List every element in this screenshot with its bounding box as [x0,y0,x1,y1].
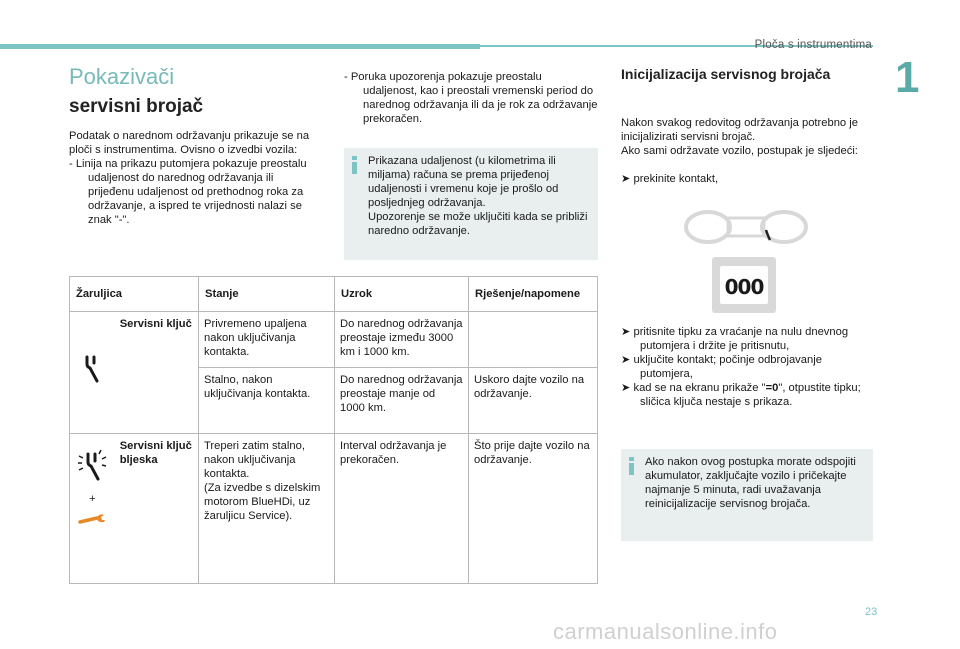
left-text [69,129,321,227]
row-solution [469,312,598,368]
step-text: prekinite kontakt, [630,173,719,185]
arrow-icon: ➤ [621,326,631,338]
row-state: Stalno, nakon uključivanja kontakta. [199,368,335,434]
warning-light-table [69,276,598,584]
step-text: uključite kontakt; počinje odbrojavanje putomjera, [630,354,822,380]
left-bullet: - Linija na prikazu putomjera pokazuje preostalu udaljenost do narednog održavanja ili prijeđenu udaljenost od prethodnog roka za održavanje, a ispred te vrijednosti nalazi se znak "-". [69,158,307,226]
col-header-solution: Rješenje/napomene [469,277,598,312]
col-header-lamp: Žaruljica [70,277,199,312]
info-box-distance [344,148,598,260]
right-step-1 [621,172,871,186]
info-box-battery [621,449,873,541]
info-icon [627,457,635,474]
left-intro: Podatak o narednom održavanju prikazuje se na ploči s instrumentima. Ovisno o izvedbi vozila: [69,130,310,156]
header-accent-bar [0,44,480,49]
row-name: Servisni ključ [115,312,199,434]
page-subtitle: servisni brojač [69,96,204,117]
right-steps [621,325,873,409]
middle-text [344,70,598,126]
orange-wrench-icon [77,512,107,526]
info-icon [350,156,358,173]
chapter-number: 1 [895,53,920,102]
row-solution: Uskoro dajte vozilo na održavanje. [469,368,598,434]
wrench-lamp-cell [70,312,115,434]
step-bold: =0 [765,382,779,394]
section-heading: Inicijalizacija servisnog brojača [621,66,831,82]
right-step-2 [621,325,873,353]
right-intro: Nakon svakog redovitog održavanja potrebno je inicijalizirati servisni brojač. Ako sami održavate vozilo, postupak je sljedeći: [621,117,858,157]
right-step-3 [621,353,873,381]
flashing-wrench-lamp-cell [70,434,115,584]
row-cause: Interval održavanja je prekoračen. [335,434,469,584]
page-title: Pokazivači [69,64,175,89]
middle-bullet: - Poruka upozorenja pokazuje preostalu udaljenost, kao i preostali vremenski period do narednog održavanja ili da je rok za održavanje prekoračen. [344,71,598,125]
page-number: 23 [865,606,878,618]
info-text: Ako nakon ovog postupka morate odspojiti akumulator, zaključajte vozilo i pričekajte najmanje 5 minuta, radi uvažavanja reinicijalizacije servisnog brojača. [645,456,856,510]
row-cause: Do narednog održavanja preostaje manje od 1000 km. [335,368,469,434]
flashing-wrench-icon [75,446,109,484]
arrow-icon: ➤ [621,354,631,366]
step-text: kad se na ekranu prikaže " [630,382,766,394]
wrench-icon [79,354,105,384]
row-solution: Što prije dajte vozilo na održavanje. [469,434,598,584]
right-step-4 [621,381,873,409]
table-row [70,312,598,368]
table-row [70,434,598,584]
table-header-row [70,277,598,312]
step-text: pritisnite tipku za vraćanje na nulu dnevnog putomjera i držite je pritisnutu, [630,326,849,352]
col-header-cause: Uzrok [335,277,469,312]
row-state: Privremeno upaljena nakon uključivanja kontakta. [199,312,335,368]
arrow-icon: ➤ [621,173,631,185]
row-name: Servisni ključ bljeska [115,434,199,584]
row-state: Treperi zatim stalno, nakon uključivanja kontakta. (Za izvedbe s dizelskim motorom BlueHDi, uz žaruljicu Service). [199,434,335,584]
instrument-cluster-icon [684,210,808,244]
step-text: ", otpustite tipku; sličica ključa nestaje s prikaza. [640,382,861,408]
col-header-state: Stanje [199,277,335,312]
plus-sign: + [89,493,96,505]
arrow-icon: ➤ [621,382,631,394]
info-text: Prikazana udaljenost (u kilometrima ili miljama) računa se prema prijeđenoj udaljenosti i vremenu koje je prošlo od posljednjeg održavanja. Upozorenje se može uključiti kada se približi naredno održavanje. [368,155,588,237]
section-title: Ploča s instrumentima [754,39,872,51]
trip-reset-button-icon [712,257,776,313]
button-label: 000 [724,275,764,299]
button-face [720,266,768,304]
watermark: carmanualsonline.info [553,619,778,644]
row-cause: Do narednog održavanja preostaje između 3000 km i 1000 km. [335,312,469,368]
